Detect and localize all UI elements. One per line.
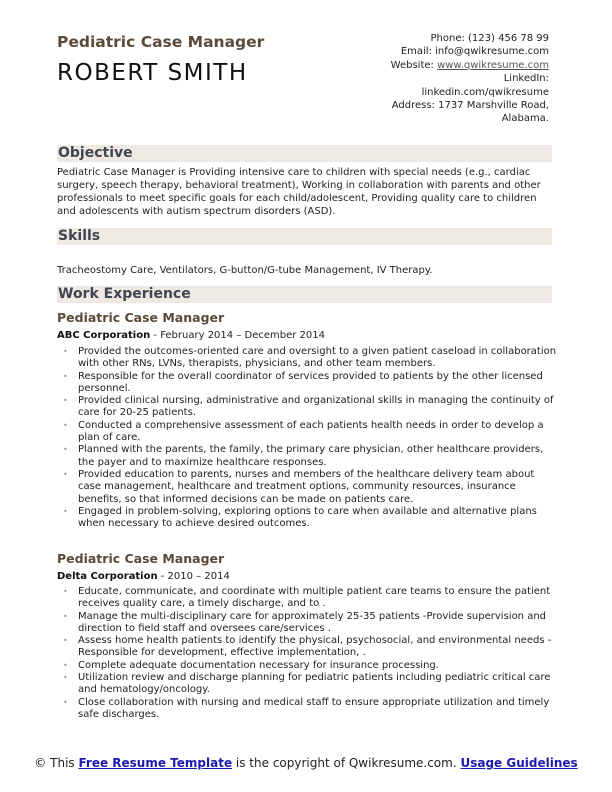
list-item: • Conducted a comprehensive assessment of each patients health needs in order to develop a plan of care.: [78, 420, 557, 445]
list-item: • Close collaboration with nursing and medical staff to ensure appropriate utilization and timely safe discharges.: [78, 697, 557, 722]
list-item: • Utilization review and discharge planning for pediatric patients including pediatric critical care and hematology/oncology.: [78, 672, 557, 697]
website-link[interactable]: www.qwikresume.com: [437, 59, 549, 71]
email: Email: info@qwikresume.com: [400, 46, 549, 58]
list-item: • Responsible for the overall coordinator of services provided to patients by the other licensed personnel.: [78, 371, 557, 396]
phone: Phone: (123) 456 78 99: [430, 33, 549, 44]
job-bullets: [57, 346, 557, 530]
list-item: • Provided education to parents, nurses and members of the healthcare delivery team about case management, healthcare and treatment options, community resources, insurance benefits, so that informed decisions can be made on patients care.: [78, 469, 557, 506]
contact-info: [391, 32, 549, 126]
footer-middle: is the copyright of Qwikresume.com.: [232, 756, 461, 770]
objective-heading: Objective: [57, 145, 552, 162]
list-item: • Engaged in problem-solving, exploring options to care when available and alternative plans when necessary to achieve desired outcomes.: [78, 506, 557, 531]
list-item: • Manage the multi-disciplinary care for approximately 25-35 patients -Provide supervision and direction to field staff and oversees care/services .: [78, 611, 557, 636]
skills-text: Tracheostomy Care, Ventilators, G-button/G-tube Management, IV Therapy.: [57, 265, 433, 276]
list-item: • Provided the outcomes-oriented care and oversight to a given patient caseload in collaboration with other RNs, LVNs, therapists, physicians, and other team members.: [78, 346, 557, 371]
job-company-dates: [57, 330, 325, 341]
linkedin-label: LinkedIn:: [503, 73, 549, 85]
list-item: • Assess home health patients to identify the physical, psychosocial, and environmental needs -Responsible for development, effective implementation, .: [78, 635, 557, 660]
job-title: Pediatric Case Manager: [57, 310, 225, 325]
candidate-name: ROBERT SMITH: [57, 60, 248, 86]
objective-text: Pediatric Case Manager is Providing intensive care to children with special needs (e.g., cardiac surgery, speech therapy, behavioral treatment), Working in collaboration with parents and other professionals to meet specific goals for each child/adolescent, Providing quality care to children and adolescents with autism spectrum disorders (ASD).: [57, 167, 541, 217]
free-resume-template-link[interactable]: Free Resume Template: [78, 756, 233, 770]
company-name: ABC Corporation: [57, 330, 151, 341]
list-item: • Planned with the parents, the family, the primary care physician, other healthcare providers, the payer and to maximize healthcare responses.: [78, 444, 557, 469]
job-dates: - 2010 – 2014: [157, 571, 230, 582]
resume-job-title: Pediatric Case Manager: [57, 33, 265, 51]
copyright-footer: [0, 757, 612, 770]
list-item: • Complete adequate documentation necessary for insurance processing.: [78, 660, 557, 672]
work-experience-heading: Work Experience: [57, 286, 552, 303]
job-title: Pediatric Case Manager: [57, 551, 225, 566]
list-item: • Educate, communicate, and coordinate with multiple patient care teams to ensure the patient receives quality care, a timely discharge, and to .: [78, 586, 557, 611]
job-company-dates: [57, 571, 230, 582]
job-dates: - February 2014 – December 2014: [150, 330, 325, 341]
footer-prefix: © This: [34, 756, 79, 770]
linkedin: linkedin.com/qwikresume: [421, 86, 549, 98]
address-line-2: Alabama.: [501, 113, 549, 125]
usage-guidelines-link[interactable]: Usage Guidelines: [460, 756, 578, 770]
company-name: Delta Corporation: [57, 571, 158, 582]
list-item: • Provided clinical nursing, administrative and organizational skills in managing the continuity of care for 20-25 patients.: [78, 395, 557, 420]
job-bullets: [57, 586, 557, 721]
website-label: Website:: [390, 59, 438, 71]
address-line-1: Address: 1737 Marshville Road,: [391, 100, 549, 112]
skills-heading: Skills: [57, 228, 552, 245]
